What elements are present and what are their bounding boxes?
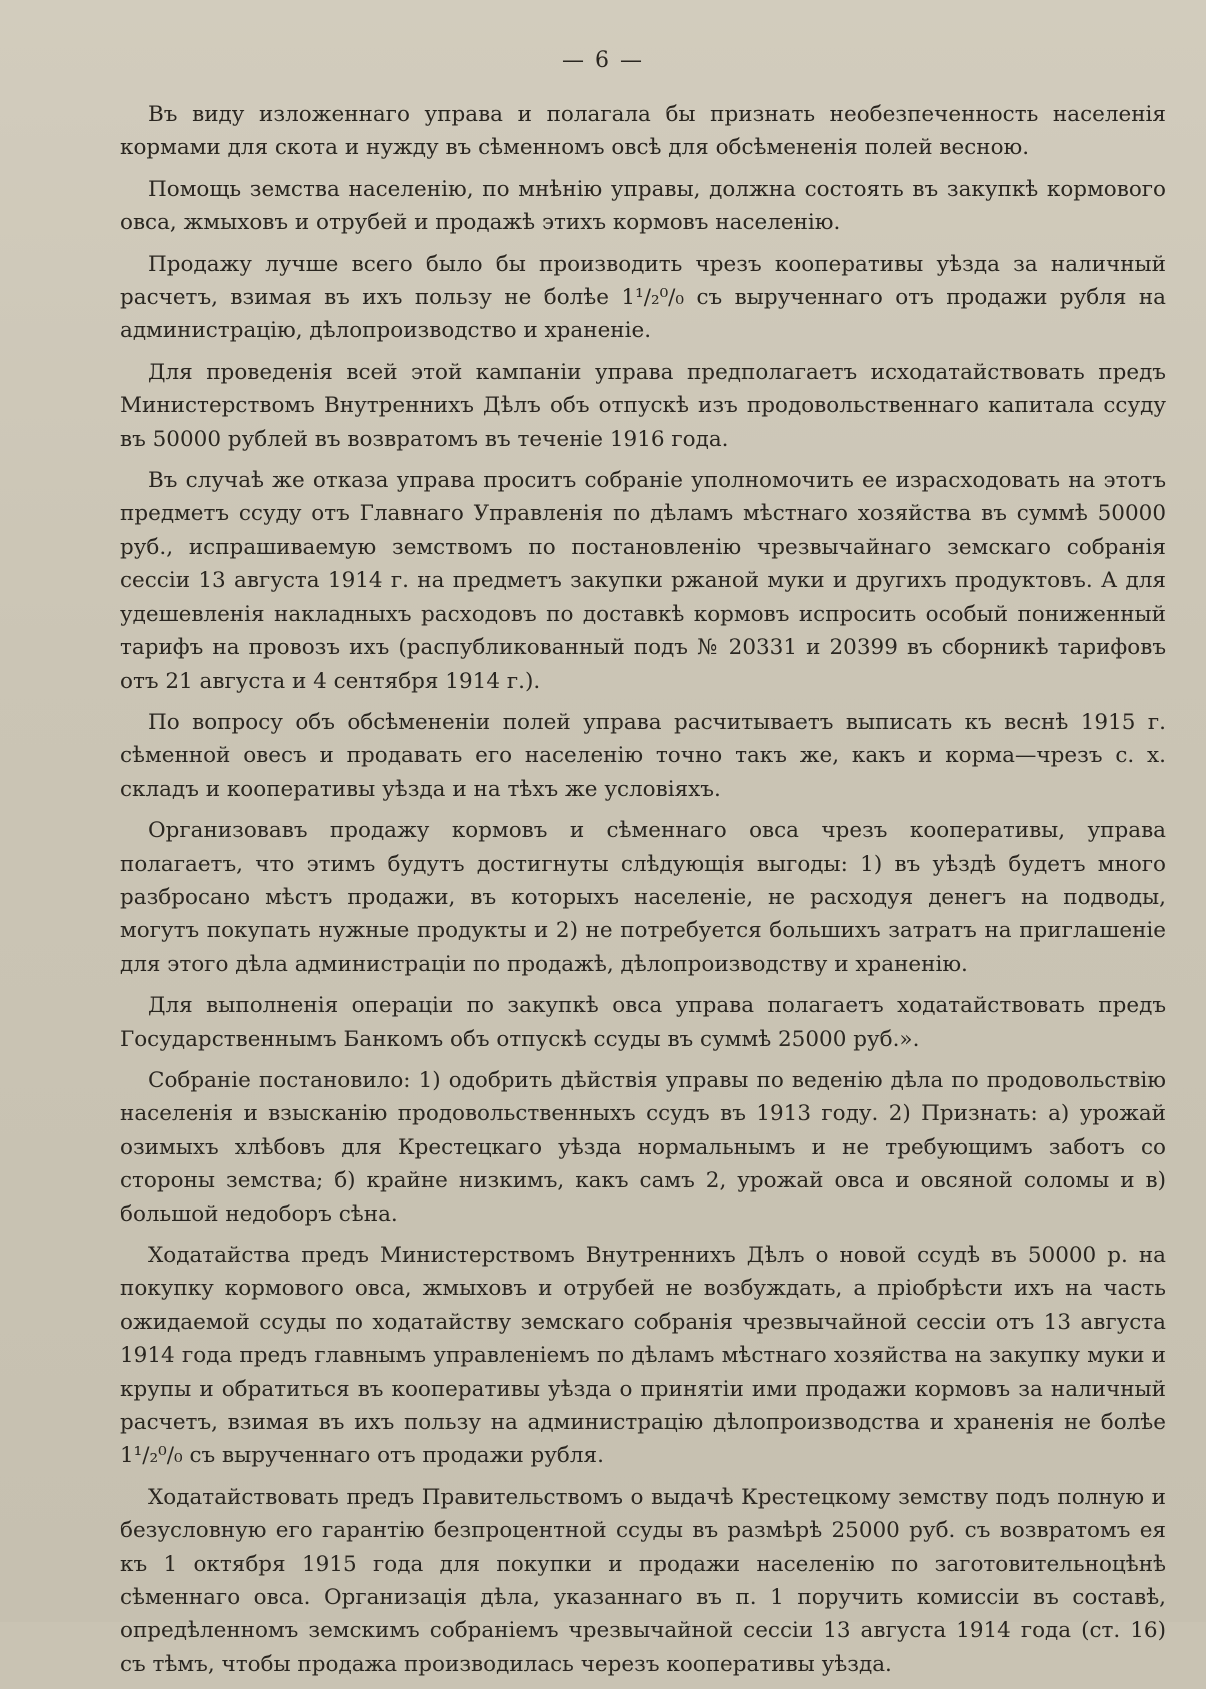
paragraph: Организовавъ продажу кормовъ и сѣменнаго овса чрезъ кооперативы, управа полагаетъ, что этимъ будутъ достигнуты слѣдующія выгоды: 1) въ уѣздѣ будетъ много разбросано мѣстъ продажи, въ которыхъ населеніе, не расходуя денегъ на подводы, могутъ покупать нужные продукты и 2) не потребуется большихъ затратъ на приглашеніе для этого дѣла администраціи по продажѣ, дѣлопроизводству и храненію. xyxy=(120,818,1166,977)
paragraph: Ходатайства предъ Министерствомъ Внутреннихъ Дѣлъ о новой ссудѣ въ 50000 р. на покупку кормового овса, жмыховъ и отрубей не возбуждать, а пріобрѣсти ихъ на часть ожидаемой ссуды по ходатайству земскаго собранія чрезвычайной сессіи отъ 13 августа 1914 года предъ главнымъ управленіемъ по дѣламъ мѣстнаго хозяйства на закупку муки и крупы и обратиться въ кооперативы уѣзда о принятіи ими продажи кормовъ за наличный расчетъ, взимая въ ихъ пользу на администрацію дѣлопроизводства и храненія не болѣе 1¹/₂⁰/₀ съ вырученнаго отъ продажи рубля. xyxy=(120,1243,1166,1469)
paragraph: Собраніе постановило: 1) одобрить дѣйствія управы по веденію дѣла по продовольствію населенія и взысканію продовольственныхъ ссудъ въ 1913 году. 2) Признать: а) урожай озимыхъ хлѣбовъ для Крестецкаго уѣзда нормальнымъ и не требующимъ заботъ со стороны земства; б) крайне низкимъ, какъ самъ 2, урожай овса и овсяной соломы и в) большой недоборъ сѣна. xyxy=(120,1067,1166,1227)
paragraph: Для выполненія операціи по закупкѣ овса управа полагаетъ ходатайствовать предъ Государственнымъ Банкомъ объ отпускѣ ссуды въ суммѣ 25000 руб.». xyxy=(120,993,1166,1052)
paragraph: Для проведенія всей этой кампаніи управа предполагаетъ исходатайствовать предъ Министерствомъ Внутреннихъ Дѣлъ объ отпускѣ изъ продовольственнаго капитала ссуду въ 50000 рублей въ возвратомъ въ теченіе 1916 года. xyxy=(120,359,1166,452)
paragraph: Помощь земства населенію, по мнѣнію управы, должна состоять въ закупкѣ кормового овса, жмыховъ и отрубей и продажѣ этихъ кормовъ населенію. xyxy=(120,176,1166,236)
body-text xyxy=(120,98,1166,1689)
page-number: — 6 — xyxy=(562,48,644,73)
paragraph: Въ виду изложеннаго управа и полагала бы признать необезпеченность населенія кормами для скота и нужду въ сѣменномъ овсѣ для обсѣмененія полей весною. xyxy=(120,102,1166,161)
paragraph: Продажу лучше всего было бы производить чрезъ кооперативы уѣзда за наличный расчетъ, взимая въ ихъ пользу не болѣе 1¹/₂⁰/₀ съ вырученнаго отъ продажи рубля на администрацію, дѣлопроизводство и храненіе. xyxy=(120,251,1166,344)
paragraph: По вопросу объ обсѣмененіи полей управа расчитываетъ выписать къ веснѣ 1915 г. сѣменной овесъ и продавать его населенію точно такъ же, какъ и корма—чрезъ с. х. складъ и кооперативы уѣзда и на тѣхъ же условіяхъ. xyxy=(120,709,1166,802)
paragraph: Въ случаѣ же отказа управа проситъ собраніе уполномочить ее израсходовать на этотъ предметъ ссуду отъ Главнаго Управленія по дѣламъ мѣстнаго хозяйства въ суммѣ 50000 руб., испрашиваемую земствомъ по постановленію чрезвычайнаго земскаго собранія сессіи 13 августа 1914 г. на предметъ закупки ржаной муки и другихъ продуктовъ. А для удешевленія накладныхъ расходовъ по доставкѣ кормовъ испросить особый пониженный тарифъ на провозъ ихъ (распубликованный подъ № 20331 и 20399 въ сборникѣ тарифовъ отъ 21 августа и 4 сентября 1914 г.). xyxy=(120,468,1166,694)
paragraph: Ходатайствовать предъ Правительствомъ о выдачѣ Крестецкому земству подъ полную и безусловную его гарантію безпроцентной ссуды въ размѣрѣ 25000 руб. съ возвратомъ ея къ 1 октября 1915 года для покупки и продажи населенію по заготовительноцѣнѣ сѣменнаго овса. Организація дѣла, указаннаго въ п. 1 поручить комиссіи въ составѣ, опредѣленномъ земскимъ собраніемъ чрезвычайной сессіи 13 августа 1914 года (ст. 16) съ тѣмъ, чтобы продажа производилась черезъ кооперативы уѣзда. xyxy=(120,1484,1166,1677)
